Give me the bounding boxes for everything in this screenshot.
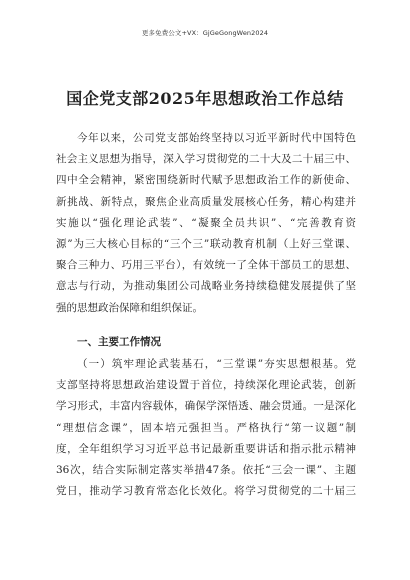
intro-line: 实施以“强化理论武装”、“凝聚全员共识”、“完善教育资: [56, 216, 356, 229]
intro-line: 四中全会精神，紧密围绕新时代赋予思想政治工作的新使命、: [56, 174, 356, 187]
intro-line: 源”为三大核心目标的“三个三”联动教育机制（上好三堂课、: [56, 238, 356, 251]
section1-line: 度，全年组织学习习近平总书记最新重要讲话和指示批示精神: [56, 442, 356, 455]
intro-line: 聚合三种力、巧用三平台），有效统一了全体干部员工的思想、: [56, 259, 356, 272]
section1-line: 支部坚持将思想政治建设置于首位，持续深化理论武装，创新: [56, 379, 356, 392]
section1-line: “理想信念课”，固本培元强担当。严格执行“第一议题”制: [56, 421, 356, 434]
intro-line: 社会主义思想为指导，深入学习贯彻党的二十大及二十届三中、: [56, 153, 356, 166]
section-heading: 一、主要工作情况: [77, 336, 161, 348]
section1-paragraph: [56, 354, 356, 502]
header-note: 更多免费公文+VX：GjGeGongWen2024: [141, 29, 269, 37]
section1-line: 党日，推动学习教育常态化长效化。将学习贯彻党的二十届三: [56, 485, 356, 498]
intro-line: 新挑战、新特点，聚焦企业高质量发展核心任务，精心构建并: [56, 195, 356, 208]
intro-line: 意志与行动，为推动集团公司战略业务持续稳健发展提供了坚: [56, 280, 356, 293]
section1-line: 36次，结合实际制定落实举措47条。依托“三会一课”、主题: [56, 464, 356, 477]
section1-line: 学习形式，丰富内容载体，确保学深悟透、融会贯通。一是深化: [56, 400, 356, 413]
intro-paragraph: [56, 128, 356, 319]
intro-line: 今年以来，公司党支部始终坚持以习近平新时代中国特色: [77, 132, 356, 144]
section1-line: （一）筑牢理论武装基石，“三堂课”夯实思想根基。党: [77, 358, 356, 370]
intro-line: 强的思想政治保障和组织保证。: [56, 301, 203, 314]
document-title: 国企党支部2025年思想政治工作总结: [66, 89, 344, 108]
